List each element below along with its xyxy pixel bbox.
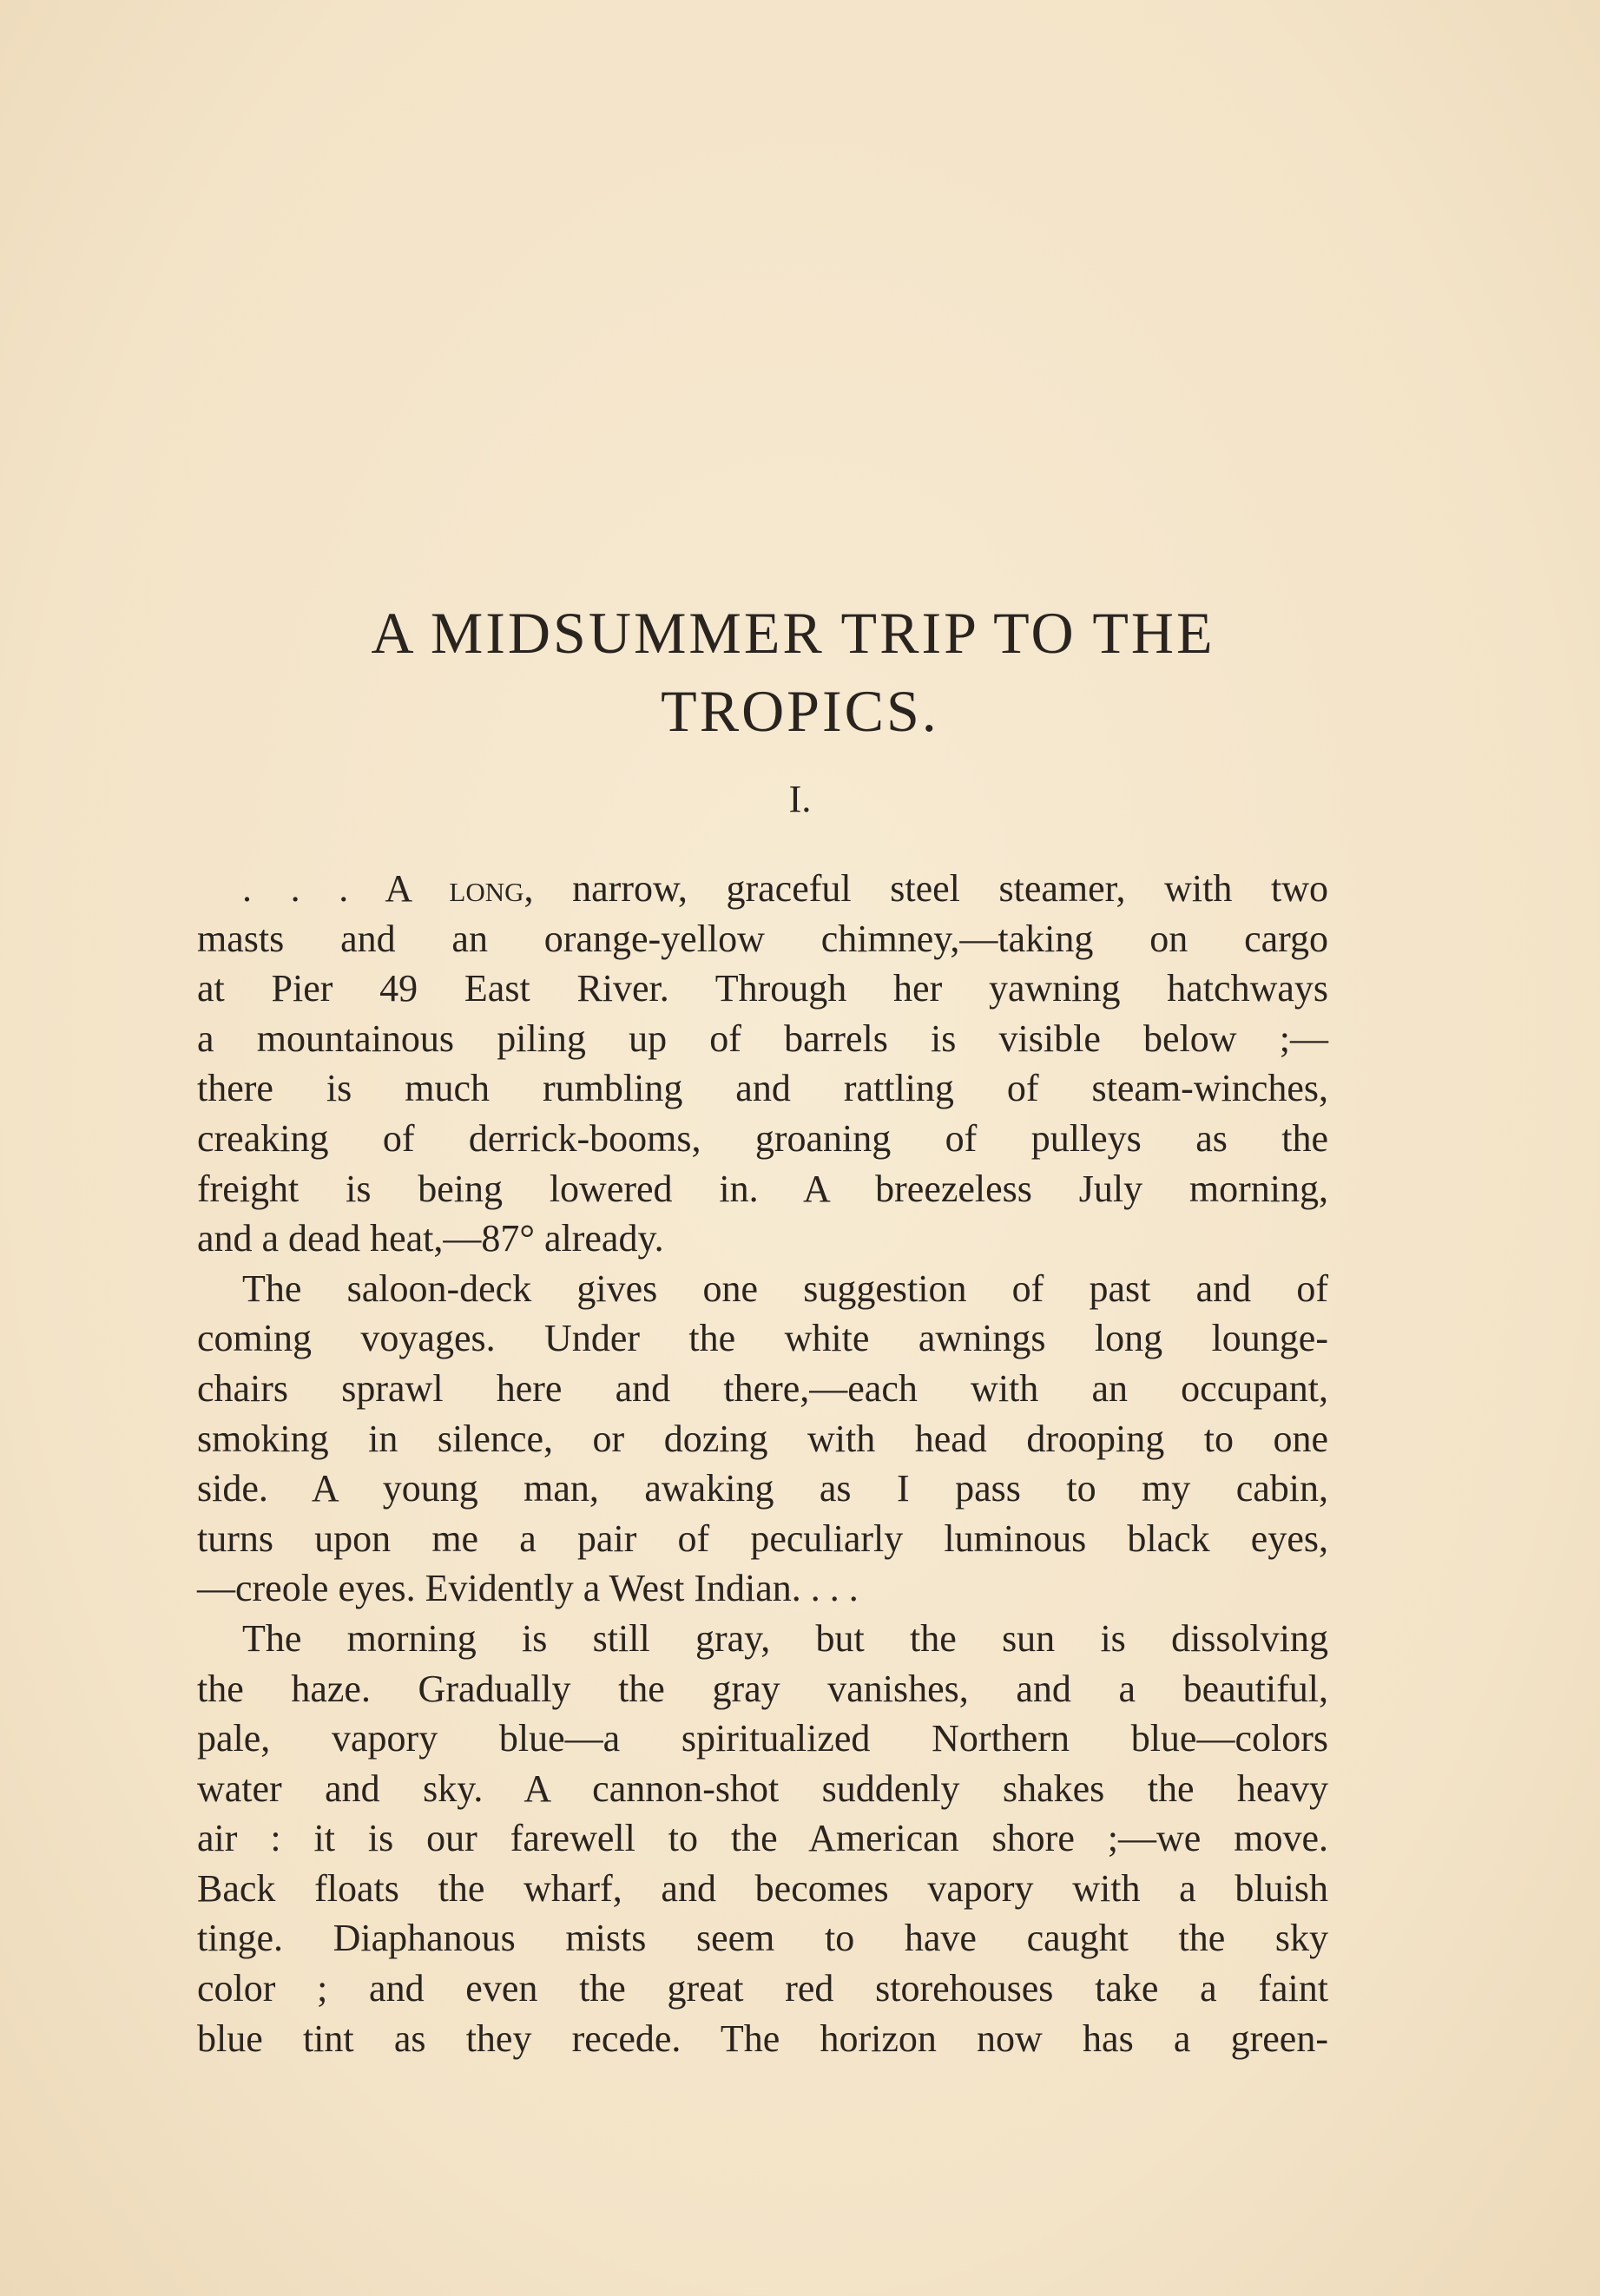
text-line: smoking in silence, or dozing with head drooping to one (197, 1417, 1328, 1460)
text-line: The saloon-deck gives one suggestion of past and of (242, 1266, 1328, 1310)
text-line: masts and an orange-yellow chimney,—taking on cargo (197, 917, 1328, 960)
section-number: I. (788, 778, 812, 820)
text-line: chairs sprawl here and there,—each with an occupant, (197, 1366, 1328, 1410)
text-line: pale, vapory blue—a spiritualized Northern blue—colors (197, 1717, 1328, 1760)
text-line: at Pier 49 East River. Through her yawning hatchways (197, 967, 1328, 1010)
text-line: tinge. Diaphanous mists seem to have caught the sky (197, 1917, 1328, 1960)
text-line: blue tint as they recede. The horizon now has a green- (197, 2016, 1328, 2060)
text-line: freight is being lowered in. A breezeless July morning, (197, 1167, 1328, 1210)
text-line: turns upon me a pair of peculiarly luminous black eyes, (197, 1516, 1328, 1560)
text-line: color ; and even the great red storehouses take a faint (197, 1967, 1328, 2010)
text-span: . . . A (242, 867, 450, 910)
text-span: , narrow, graceful steel steamer, with two (523, 867, 1329, 910)
text-line: side. A young man, awaking as I pass to my cabin, (197, 1467, 1328, 1510)
text-line: coming voyages. Under the white awnings long lounge- (197, 1317, 1328, 1360)
text-line: the haze. Gradually the gray vanishes, and a beautiful, (197, 1667, 1328, 1710)
chapter-title-line-1: A MIDSUMMER TRIP TO THE (371, 600, 1215, 666)
text-line: water and sky. A cannon-shot suddenly shakes the heavy (197, 1766, 1328, 1810)
text-line: Back floats the wharf, and becomes vapory with a bluish (197, 1866, 1328, 1910)
text-line: a mountainous piling up of barrels is visible below ;— (197, 1016, 1328, 1060)
text-line: The morning is still gray, but the sun is dissolving (242, 1616, 1328, 1660)
body-text (197, 864, 1328, 2063)
chapter-title-line-2: TROPICS. (661, 678, 939, 744)
text-line: air : it is our farewell to the American shore ;—we move. (197, 1817, 1328, 1860)
text-line: and a dead heat,—87° already. (197, 1217, 664, 1260)
text-line: there is much rumbling and rattling of steam-winches, (197, 1067, 1328, 1110)
small-caps-word: long (449, 867, 524, 910)
text-line (197, 864, 1328, 914)
text-line: creaking of derrick-booms, groaning of pulleys as the (197, 1116, 1328, 1160)
text-line: —creole eyes. Evidently a West Indian. . . . (197, 1567, 859, 1610)
